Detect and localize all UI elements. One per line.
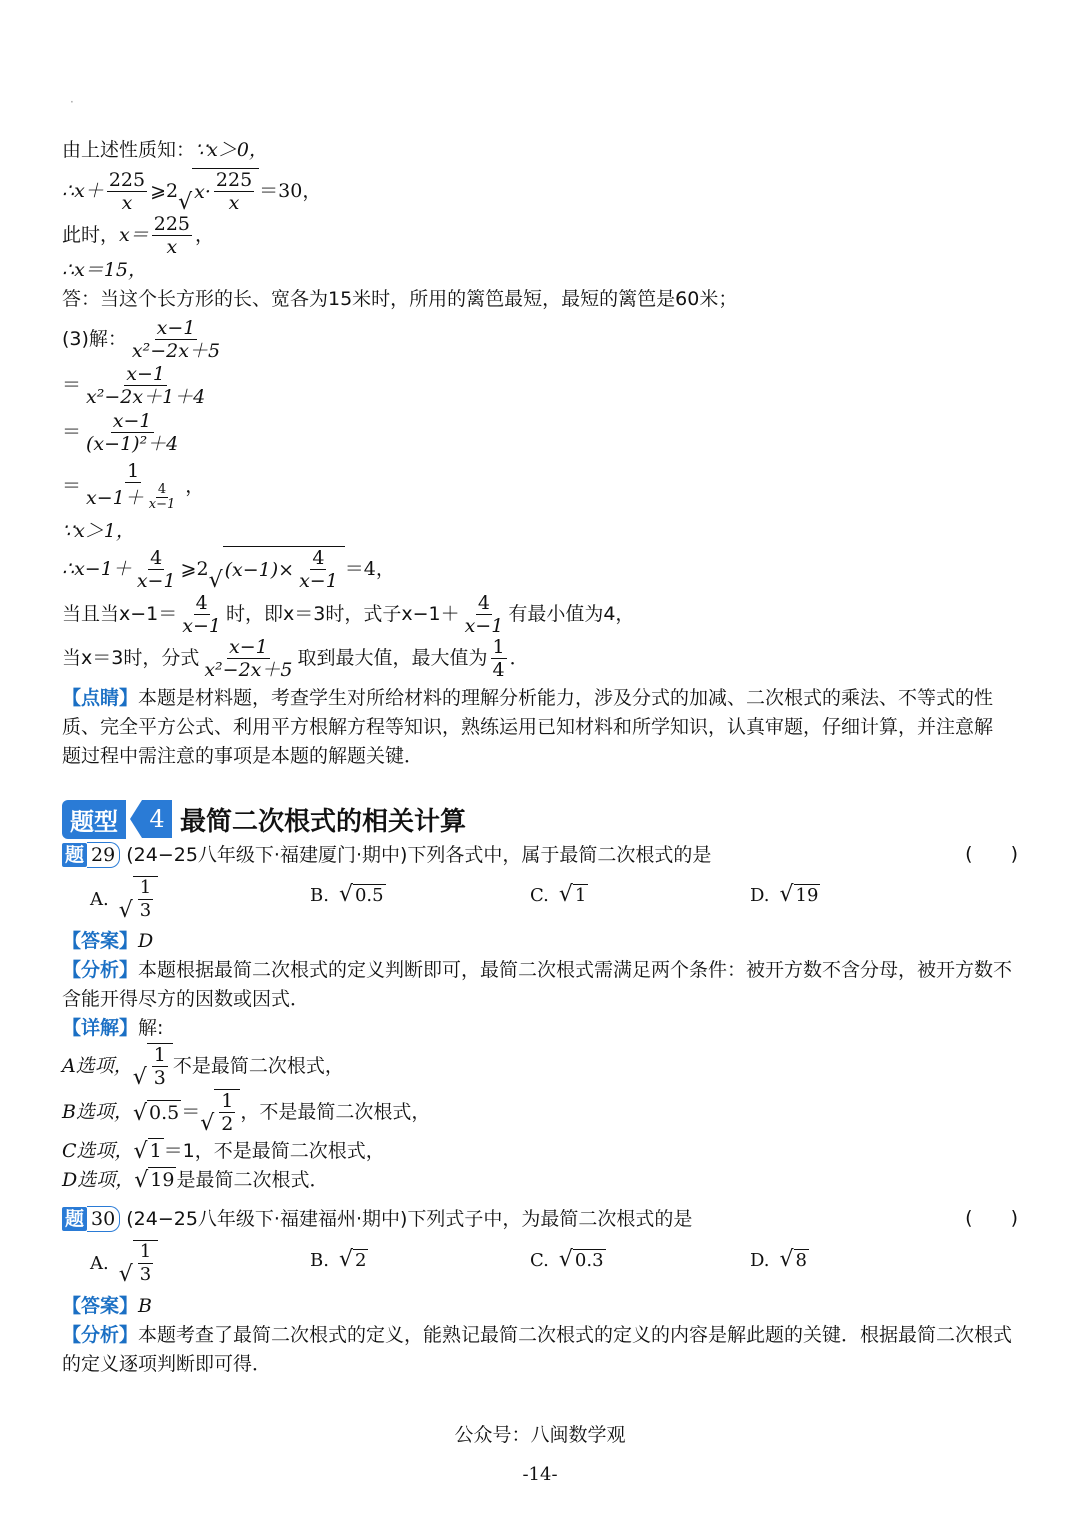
fraction: $\frac{x-1}{\text{x²−2x＋5}}$ [204, 635, 293, 681]
line-amgm [62, 546, 395, 592]
chevron-icon [130, 800, 142, 838]
math: ⩾2 [180, 558, 209, 580]
text: 此时， [62, 224, 120, 246]
math: ⩾2 [150, 180, 179, 202]
math: ∴x−1＋ [62, 558, 132, 580]
math: ＝30， [259, 180, 322, 202]
q29-detail-c: C选项， √ 1 ＝1，不是最简二次根式， [62, 1139, 385, 1164]
fraction: $\frac{x-1}{\text{x²−2x＋1＋4}}$ [86, 362, 206, 408]
dianjing-1: 【点睛】本题是材料题，考查学生对所给材料的理解分析能力，涉及分式的加减、二次根式的乘法、不等式的性 [62, 687, 994, 709]
line-x15: ∴x＝15， [62, 259, 147, 281]
q29-option-a[interactable]: A. √ $\frac{1}{3}$ [90, 876, 158, 922]
text: 取到最大值，最大值为 [297, 647, 488, 669]
section-banner [62, 800, 466, 838]
text: 有最小值为4， [508, 603, 635, 625]
answer-paren: ( ) [965, 1207, 1018, 1229]
fraction: $\frac{4}{x-1}$ [182, 591, 221, 637]
q29-analysis-2: 含能开得尽方的因数或因式． [62, 988, 310, 1010]
page-number: -14- [522, 1464, 558, 1485]
question-number: 29 [87, 842, 120, 868]
fraction: $\frac{4}{x-1}$ [464, 591, 504, 637]
q30-option-c[interactable]: C. √ 0.3 [530, 1247, 604, 1272]
top-dot: · [70, 95, 74, 109]
question-29 [62, 842, 1018, 868]
q30-analysis-2: 的定义逐项判断即可得． [62, 1353, 272, 1375]
question-number: 30 [87, 1206, 120, 1232]
q29-analysis-1: 【分析】本题根据最简二次根式的定义判断即可，最简二次根式需满足两个条件：被开方数不含分母，被开方数不 [62, 959, 1013, 981]
line-answer: 答：当这个长方形的长、宽各为15米时，所用的篱笆最短，最短的篱笆是60米； [62, 288, 738, 310]
sqrt: √ x· $\frac{225}{x}$ [178, 168, 259, 214]
question-text: (24−25八年级下·福建福州·期中)下列式子中，为最简二次根式的是 [126, 1208, 693, 1230]
q29-option-d[interactable]: D. √ 19 [750, 882, 819, 907]
text: 由上述性质知： [62, 139, 196, 161]
question-badge: 题 [62, 843, 87, 867]
line-property [62, 138, 268, 162]
math: x＝ [119, 224, 149, 246]
text: (3)解： [62, 328, 127, 350]
fraction: $\frac{4}{x-1}$ [136, 546, 176, 592]
question-text: (24−25八年级下·福建厦门·期中)下列各式中，属于最简二次根式的是 [126, 844, 712, 866]
line-part3 [62, 316, 225, 362]
q30-answer: 【答案】B [62, 1295, 152, 1317]
line-at-this-time [62, 212, 214, 258]
fraction: 1 x−1＋ $\frac{4}{x-1}$ [86, 460, 176, 512]
fraction: $\frac{x-1}{\text{x²−2x＋5}}$ [131, 316, 221, 362]
line-inequality [62, 168, 321, 214]
banner-number: 4 [142, 800, 172, 838]
q29-answer: 【答案】D [62, 930, 154, 952]
dianjing-2: 质、完全平方公式、利用平方根解方程等知识，熟练运用已知材料和所学知识，认真审题，仔细计算，并注意解 [62, 716, 994, 738]
q29-detail-b: B选项， √ 0.5 ＝ √ $\frac{1}{2}$ ，不是最简二次根式， [62, 1090, 431, 1136]
banner-title: 最简二次根式的相关计算 [180, 806, 467, 837]
text: 时，即x＝3时，式子x−1＋ [226, 603, 460, 625]
line-max-value [62, 635, 529, 681]
fraction: $\frac{1}{4}$ [492, 635, 505, 681]
math: ∴x＋ [62, 180, 104, 202]
q29-detail-d: D选项， √ 19 是最简二次根式． [62, 1168, 329, 1193]
q29-detail: 【详解】解: [62, 1017, 164, 1039]
line-step2: ＝ $\frac{x-1}{\text{(x−1)²＋4}}$ [62, 409, 179, 455]
line-x-gt-1: ∵x＞1， [62, 520, 135, 542]
answer-paren: ( ) [965, 843, 1018, 865]
math: ＝4， [344, 558, 395, 580]
text: ， [195, 224, 215, 246]
dianjing-3: 题过程中需注意的事项是本题的解题关键． [62, 745, 424, 767]
q29-detail-a: A选项， √ $\frac{1}{3}$ 不是最简二次根式， [62, 1044, 344, 1090]
text: 当且当x−1＝ [62, 603, 178, 625]
fraction: $\frac{x-1}{\text{(x−1)²＋4}}$ [86, 409, 179, 455]
text: 当x＝3时，分式 [62, 647, 200, 669]
line-step3: ＝ 1 x−1＋ $\frac{4}{x-1}$ ， [62, 460, 205, 512]
footer-wechat: 公众号：八闽数学观 [454, 1424, 626, 1446]
line-step1: ＝ $\frac{x-1}{\text{x²−2x＋1＋4}}$ [62, 362, 206, 408]
question-badge: 题 [62, 1207, 87, 1231]
line-equality-case [62, 591, 634, 637]
q29-option-c[interactable]: C. √ 1 [530, 882, 587, 907]
math: ∵x＞0， [195, 139, 268, 161]
text: ． [509, 647, 529, 669]
q30-option-a[interactable]: A. √ $\frac{1}{3}$ [90, 1240, 158, 1286]
sqrt: √ (x−1)× $\frac{4}{x-1}$ [209, 546, 345, 592]
question-30 [62, 1206, 1018, 1232]
fraction: $\frac{225}{x}$ [153, 212, 190, 258]
q30-option-d[interactable]: D. √ 8 [750, 1247, 807, 1272]
q30-analysis-1: 【分析】本题考查了最简二次根式的定义，能熟记最简二次根式的定义的内容是解此题的关键．根据最简二次根式 [62, 1324, 1013, 1346]
q29-option-b[interactable]: B. √ 0.5 [310, 882, 384, 907]
q30-option-b[interactable]: B. √ 2 [310, 1247, 367, 1272]
fraction: $\frac{225}{x}$ [108, 168, 146, 214]
banner-label: 题型 [62, 800, 126, 839]
